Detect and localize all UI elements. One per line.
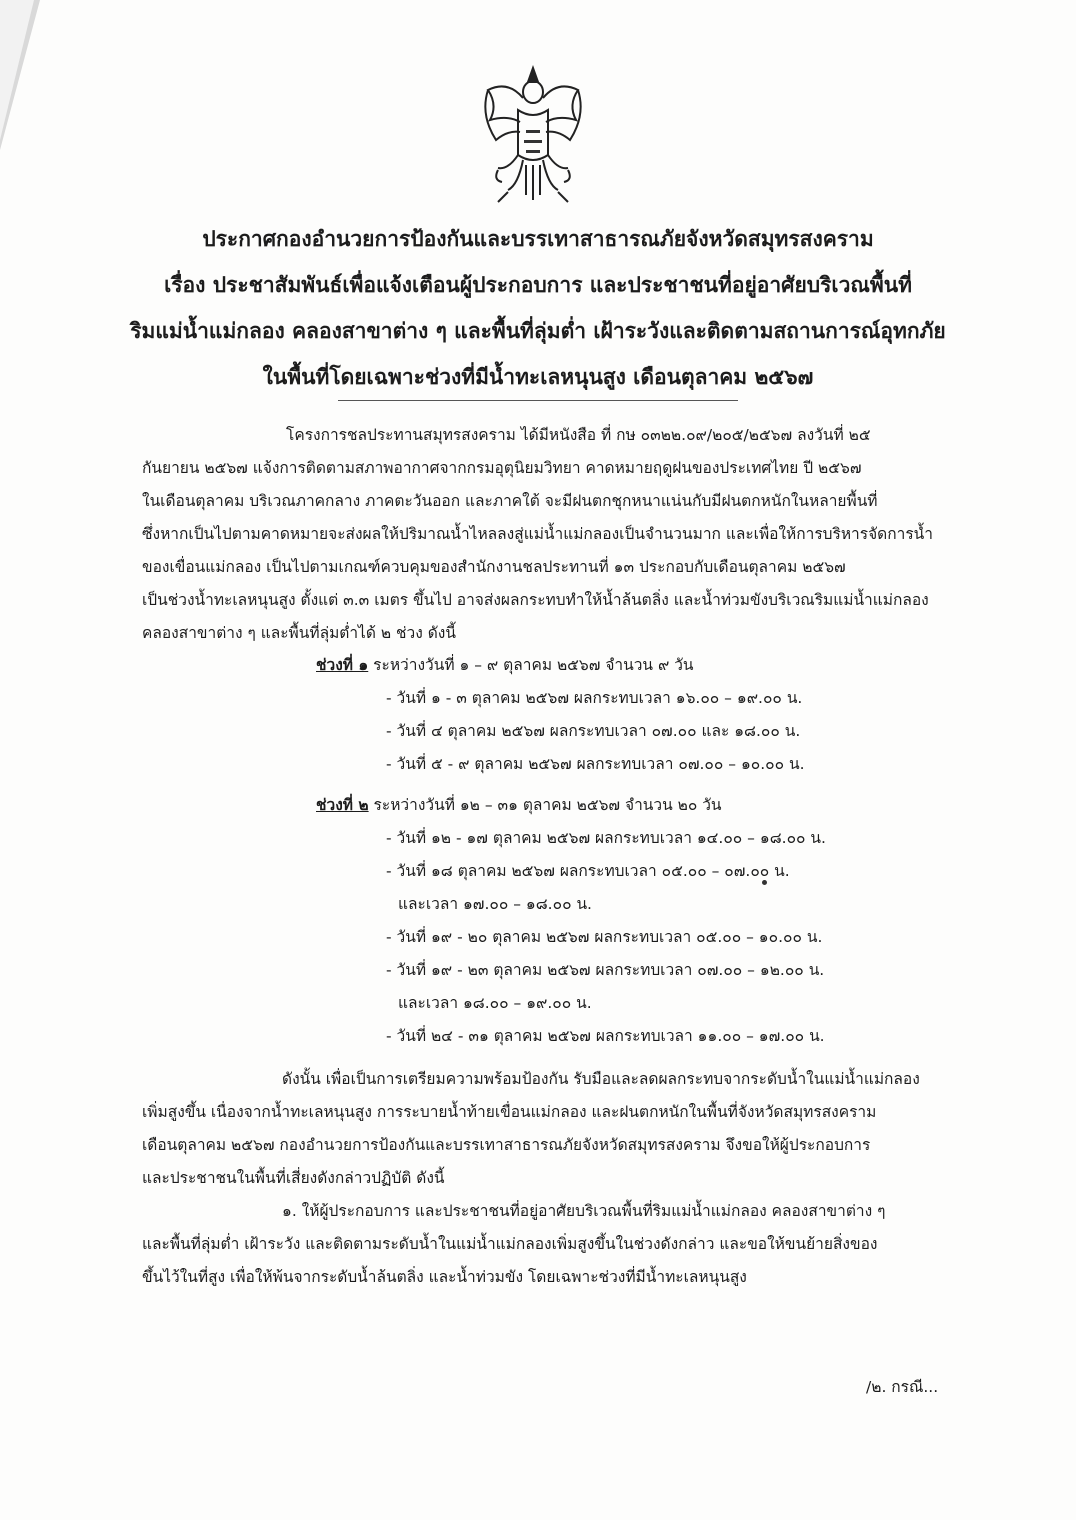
period-2-item: และเวลา ๑๗.๐๐ – ๑๘.๐๐ น.: [398, 895, 592, 913]
body-line: ของเขื่อนแม่กลอง เป็นไปตามเกณฑ์ควบคุมของสำนักงานชลประทานที่ ๑๓ ประกอบกับเดือนตุลาคม ๒๕๖๗: [142, 558, 846, 576]
folded-corner-inner: [0, 0, 34, 140]
title-line: ในพื้นที่โดยเฉพาะช่วงที่มีน้ำทะเลหนุนสูง เดือนตุลาคม ๒๕๖๗: [262, 365, 814, 389]
point-line: ๑. ให้ผู้ประกอบการ และประชาชนที่อยู่อาศัยบริเวณพื้นที่ริมแม่น้ำแม่กลอง คลองสาขาต่าง ๆ: [282, 1202, 886, 1220]
period-2-item: - วันที่ ๒๔ - ๓๑ ตุลาคม ๒๕๖๗ ผลกระทบเวลา ๑๑.๐๐ – ๑๗.๐๐ น.: [386, 1027, 825, 1045]
period-1-range: ระหว่างวันที่ ๑ – ๙ ตุลาคม ๒๕๖๗ จำนวน ๙ วัน: [368, 656, 694, 674]
body-line: และประชาชนในพื้นที่เสี่ยงดังกล่าวปฏิบัติ ดังนี้: [142, 1169, 445, 1187]
body-line: เดือนตุลาคม ๒๕๖๗ กองอำนวยการป้องกันและบรรเทาสาธารณภัยจังหวัดสมุทรสงคราม จึงขอให้ผู้ประกอบการ: [142, 1136, 871, 1154]
period-1-label: ช่วงที่ ๑: [316, 656, 369, 674]
body-line: เพิ่มสูงขึ้น เนื่องจากน้ำทะเลหนุนสูง การระบายน้ำท้ายเขื่อนแม่กลอง และฝนตกหนักในพื้นที่จังหวัดสมุทรสงคราม: [142, 1103, 877, 1121]
body-line: คลองสาขาต่าง ๆ และพื้นที่ลุ่มต่ำได้ ๒ ช่วง ดังนี้: [142, 624, 456, 642]
period-2-item: และเวลา ๑๘.๐๐ – ๑๙.๐๐ น.: [398, 994, 592, 1012]
body-line: ซึ่งหากเป็นไปตามคาดหมายจะส่งผลให้ปริมาณน้ำไหลลงสู่แม่น้ำแม่กลองเป็นจำนวนมาก และเพื่อให้การบริหารจัดการน้ำ: [142, 525, 933, 543]
point-line: และพื้นที่ลุ่มต่ำ เฝ้าระวัง และติดตามระดับน้ำในแม่น้ำแม่กลองเพิ่มสูงขึ้นในช่วงดังกล่าว และขอให้ขนย้ายสิ่งของ: [142, 1235, 878, 1253]
body-line: โครงการชลประทานสมุทรสงคราม ได้มีหนังสือ ที่ กษ ๐๓๒๒.๐๙/๒๐๕/๒๕๖๗ ลงวันที่ ๒๕: [286, 426, 871, 444]
period-2-item: - วันที่ ๑๙ - ๒๐ ตุลาคม ๒๕๖๗ ผลกระทบเวลา ๐๕.๐๐ – ๑๐.๐๐ น.: [386, 928, 823, 946]
ink-dot: [762, 880, 767, 885]
period-1-item: - วันที่ ๑ - ๓ ตุลาคม ๒๕๖๗ ผลกระทบเวลา ๑๖.๐๐ – ๑๙.๐๐ น.: [386, 689, 803, 707]
period-2-heading: [316, 788, 722, 822]
title-line: ประกาศกองอำนวยการป้องกันและบรรเทาสาธารณภัยจังหวัดสมุทรสงคราม: [202, 227, 874, 251]
title-divider: [338, 400, 738, 401]
period-1-heading: [316, 648, 694, 682]
body-line: ดังนั้น เพื่อเป็นการเตรียมความพร้อมป้องกัน รับมือและลดผลกระทบจากระดับน้ำในแม่น้ำแม่กลอง: [282, 1070, 920, 1088]
body-line: เป็นช่วงน้ำทะเลหนุนสูง ตั้งแต่ ๓.๓ เมตร ขึ้นไป อาจส่งผลกระทบทำให้น้ำล้นตลิ่ง และน้ำท่วมขังบริเวณริมแม่น้ำแม่กลอง: [142, 591, 929, 609]
announcement-title: [90, 216, 986, 400]
period-2-label: ช่วงที่ ๒: [316, 796, 369, 814]
garuda-emblem-icon: [468, 60, 598, 210]
period-2-item: - วันที่ ๑๙ - ๒๓ ตุลาคม ๒๕๖๗ ผลกระทบเวลา ๐๗.๐๐ – ๑๒.๐๐ น.: [386, 961, 825, 979]
period-1-item: - วันที่ ๕ - ๙ ตุลาคม ๒๕๖๗ ผลกระทบเวลา ๐๗.๐๐ – ๑๐.๐๐ น.: [386, 755, 805, 773]
body-line: กันยายน ๒๕๖๗ แจ้งการติดตามสภาพอากาศจากกรมอุตุนิยมวิทยา คาดหมายฤดูฝนของประเทศไทย ปี ๒๕๖๗: [142, 459, 862, 477]
period-2-item: - วันที่ ๑๒ - ๑๗ ตุลาคม ๒๕๖๗ ผลกระทบเวลา ๑๔.๐๐ – ๑๘.๐๐ น.: [386, 829, 826, 847]
title-line: ริมแม่น้ำแม่กลอง คลองสาขาต่าง ๆ และพื้นที่ลุ่มต่ำ เฝ้าระวังและติดตามสถานการณ์อุทกภัย: [130, 319, 946, 343]
continued-marker: /๒. กรณี...: [866, 1378, 939, 1396]
period-2-range: ระหว่างวันที่ ๑๒ – ๓๑ ตุลาคม ๒๕๖๗ จำนวน ๒๐ วัน: [368, 796, 722, 814]
title-line: เรื่อง ประชาสัมพันธ์เพื่อแจ้งเตือนผู้ประกอบการ และประชาชนที่อยู่อาศัยบริเวณพื้นที่: [164, 273, 912, 297]
body-line: ในเดือนตุลาคม บริเวณภาคกลาง ภาคตะวันออก และภาคใต้ จะมีฝนตกชุกหนาแน่นกับมีฝนตกหนักในหลายพื้นที่: [142, 492, 878, 510]
period-2-item: - วันที่ ๑๘ ตุลาคม ๒๕๖๗ ผลกระทบเวลา ๐๕.๐๐ – ๐๗.๐๐ น.: [386, 862, 790, 880]
period-1-item: - วันที่ ๔ ตุลาคม ๒๕๖๗ ผลกระทบเวลา ๐๗.๐๐ และ ๑๘.๐๐ น.: [386, 722, 801, 740]
point-line: ขึ้นไว้ในที่สูง เพื่อให้พ้นจากระดับน้ำล้นตลิ่ง และน้ำท่วมขัง โดยเฉพาะช่วงที่มีน้ำทะเลหนุนสูง: [142, 1268, 747, 1286]
